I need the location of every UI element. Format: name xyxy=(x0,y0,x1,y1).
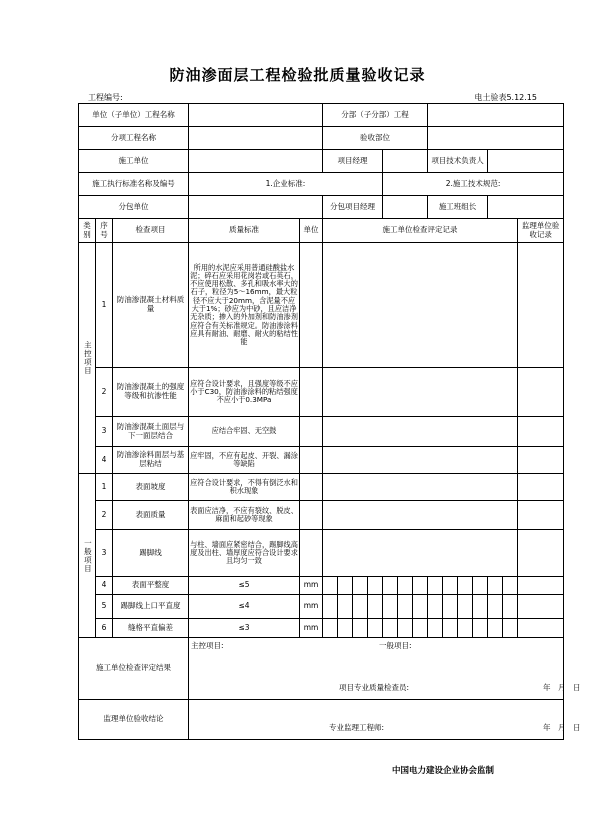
main-item-name: 防油渗混凝土材料质量 xyxy=(113,243,189,368)
unit-project-value[interactable] xyxy=(189,104,323,127)
inspection-date: 年 月 日 xyxy=(543,683,581,692)
measure-cell[interactable] xyxy=(488,577,503,595)
supervision-date: 年 月 日 xyxy=(543,723,581,732)
measure-cell[interactable] xyxy=(413,595,428,619)
general-item-no: 1 xyxy=(96,474,113,501)
measure-cell[interactable] xyxy=(503,619,518,638)
main-item-standard: 应牢固，不应有起皮、开裂、漏涂等缺陷 xyxy=(189,447,300,474)
form-code: 电土验表5.12.15 xyxy=(474,93,537,102)
measure-cell[interactable] xyxy=(338,619,353,638)
measure-cell[interactable] xyxy=(353,577,368,595)
tech-lead-value[interactable] xyxy=(488,150,564,173)
measure-cell[interactable] xyxy=(473,577,488,595)
general-item-unit: mm xyxy=(300,595,323,619)
measure-cell[interactable] xyxy=(488,619,503,638)
measure-cell[interactable] xyxy=(353,595,368,619)
subdivision-project-label: 分项工程名称 xyxy=(79,127,189,150)
general-item-row xyxy=(79,595,564,619)
construction-result-row xyxy=(79,638,564,700)
general-item-row xyxy=(79,501,564,530)
main-item-unit xyxy=(300,368,323,417)
construction-result-field[interactable] xyxy=(189,638,581,700)
general-item-no: 6 xyxy=(96,619,113,638)
general-item-row xyxy=(79,577,564,595)
measure-cell[interactable] xyxy=(323,619,338,638)
main-item-no: 2 xyxy=(96,368,113,417)
sub-manager-label: 分包项目经理 xyxy=(323,196,383,219)
main-item-name: 防油渗混凝土面层与下一面层结合 xyxy=(113,417,189,447)
general-item-row xyxy=(79,619,564,638)
general-item-unit xyxy=(300,530,323,577)
supervisor-conclusion-row xyxy=(79,700,564,740)
category-header: 类别 xyxy=(79,219,96,243)
measure-cell[interactable] xyxy=(353,619,368,638)
measure-cell[interactable] xyxy=(338,595,353,619)
main-control-label: 主控项目 xyxy=(79,243,96,474)
measure-cell[interactable] xyxy=(428,595,443,619)
measure-cell[interactable] xyxy=(443,577,458,595)
project-manager-value[interactable] xyxy=(383,150,428,173)
measure-cell[interactable] xyxy=(428,619,443,638)
general-item-unit xyxy=(300,501,323,530)
tech-spec[interactable]: 2.施工技术规范: xyxy=(383,173,564,196)
main-item-row xyxy=(79,447,564,474)
supervisor-header: 监理单位验收记录 xyxy=(518,219,564,243)
measure-cell[interactable] xyxy=(488,595,503,619)
general-item-unit xyxy=(300,474,323,501)
measure-cell[interactable] xyxy=(323,595,338,619)
main-item-row xyxy=(79,417,564,447)
main-item-supervisor[interactable] xyxy=(518,368,564,417)
main-item-unit xyxy=(300,417,323,447)
measure-cell[interactable] xyxy=(428,577,443,595)
measure-cell[interactable] xyxy=(398,595,413,619)
general-item-record[interactable] xyxy=(323,501,518,530)
measure-cell[interactable] xyxy=(473,619,488,638)
general-item-name: 踢脚线上口平直度 xyxy=(113,595,189,619)
general-item-standard: 表面应洁净，不应有裂纹、脱皮、麻面和起砂等现象 xyxy=(189,501,300,530)
main-item-name: 防油渗涂料面层与基层粘结 xyxy=(113,447,189,474)
unit-header: 单位 xyxy=(300,219,323,243)
general-item-name: 踢脚线 xyxy=(113,530,189,577)
acceptance-form-table xyxy=(78,103,581,740)
header-row-5 xyxy=(79,196,564,219)
subdivision-project-value[interactable] xyxy=(189,127,323,150)
column-header-row xyxy=(79,219,564,243)
subcontractor-label: 分包单位 xyxy=(79,196,189,219)
construction-unit-label: 施工单位 xyxy=(79,150,189,173)
measure-cell[interactable] xyxy=(413,619,428,638)
construction-result-label: 施工单位检查评定结果 xyxy=(79,638,189,700)
general-item-no: 5 xyxy=(96,595,113,619)
main-item-standard: 所用的水泥应采用普通硅酸盐水泥；碎石应采用花岗岩或石英石，不应使用松散、多孔和吸水率大的石子，粒径为5～16mm，最大粒径不应大于20mm，含泥量不应大于1%；砂应为中砂，且应洁净无杂质；掺入的外加剂和防油渗剂应符合有关标准规定。防油渗涂料应具有耐油、耐磨、耐火的粘结性能 xyxy=(189,243,300,368)
header-row-4 xyxy=(79,173,564,196)
main-item-row xyxy=(79,368,564,417)
team-leader-label: 施工班组长 xyxy=(428,196,488,219)
general-item-record[interactable] xyxy=(323,474,518,501)
header-row-1 xyxy=(79,104,564,127)
measure-cell[interactable] xyxy=(383,595,398,619)
project-number-label: 工程编号: xyxy=(88,93,123,102)
document-title: 防油渗面层工程检验批质量验收记录 xyxy=(169,66,426,84)
main-item-supervisor[interactable] xyxy=(518,447,564,474)
quality-inspector-signature: 项目专业质量检查员: xyxy=(339,683,410,692)
measure-cell[interactable] xyxy=(398,577,413,595)
division-project-value[interactable] xyxy=(428,104,564,127)
measure-cell[interactable] xyxy=(503,595,518,619)
general-item-no: 2 xyxy=(96,501,113,530)
measure-cell[interactable] xyxy=(383,619,398,638)
main-item-unit xyxy=(300,447,323,474)
general-item-name: 缝格平直偏差 xyxy=(113,619,189,638)
enterprise-standard[interactable]: 1.企业标准: xyxy=(189,173,383,196)
supervising-engineer-signature: 专业监理工程师: xyxy=(329,723,385,732)
team-leader-value[interactable] xyxy=(488,196,564,219)
measure-cell[interactable] xyxy=(443,619,458,638)
division-project-label: 分部（子分部）工程 xyxy=(323,104,428,127)
main-item-name: 防油渗混凝土的强度等级和抗渗性能 xyxy=(113,368,189,417)
general-item-no: 4 xyxy=(96,577,113,595)
measure-cell[interactable] xyxy=(413,577,428,595)
seq-header: 序号 xyxy=(96,219,113,243)
supervisor-conclusion-label: 监理单位验收结论 xyxy=(79,700,189,740)
record-header: 施工单位检查评定记录 xyxy=(323,219,518,243)
measure-cell[interactable] xyxy=(368,595,383,619)
measure-cell[interactable] xyxy=(473,595,488,619)
acceptance-part-value[interactable] xyxy=(428,127,564,150)
main-items-result: 主控项目: xyxy=(191,641,224,650)
subcontractor-value[interactable] xyxy=(189,196,323,219)
general-item-standard: 应符合设计要求，不得有倒泛水和积水现象 xyxy=(189,474,300,501)
project-manager-label: 项目经理 xyxy=(323,150,383,173)
general-item-unit: mm xyxy=(300,619,323,638)
main-item-row xyxy=(79,243,564,368)
main-item-record[interactable] xyxy=(323,417,518,447)
measure-cell[interactable] xyxy=(458,619,473,638)
main-item-standard: 应结合牢固、无空鼓 xyxy=(189,417,300,447)
measure-cell[interactable] xyxy=(323,577,338,595)
exec-standard-label: 施工执行标准名称及编号 xyxy=(79,173,189,196)
general-item-standard: ≤4 xyxy=(189,595,300,619)
general-item-supervisor[interactable] xyxy=(518,619,564,638)
measure-cell[interactable] xyxy=(443,595,458,619)
sub-manager-value[interactable] xyxy=(383,196,428,219)
general-item-supervisor[interactable] xyxy=(518,530,564,577)
general-item-record[interactable] xyxy=(323,530,518,577)
standard-header: 质量标准 xyxy=(189,219,300,243)
tech-lead-label: 项目技术负责人 xyxy=(428,150,488,173)
construction-unit-value[interactable] xyxy=(189,150,323,173)
general-item-name: 表面质量 xyxy=(113,501,189,530)
measure-cell[interactable] xyxy=(503,577,518,595)
main-item-no: 1 xyxy=(96,243,113,368)
item-header: 检查项目 xyxy=(113,219,189,243)
acceptance-part-label: 验收部位 xyxy=(323,127,428,150)
general-item-standard: ≤3 xyxy=(189,619,300,638)
general-items-label: 一般项目 xyxy=(79,474,96,638)
general-item-unit: mm xyxy=(300,577,323,595)
measure-cell[interactable] xyxy=(458,577,473,595)
general-items-result: 一般项目: xyxy=(379,641,412,650)
issuer-footer: 中国电力建设企业协会监制 xyxy=(392,766,495,776)
main-item-record[interactable] xyxy=(323,243,518,368)
main-item-record[interactable] xyxy=(323,368,518,417)
general-item-name: 表面坡度 xyxy=(113,474,189,501)
measure-cell[interactable] xyxy=(368,619,383,638)
general-item-standard: ≤5 xyxy=(189,577,300,595)
general-item-supervisor[interactable] xyxy=(518,501,564,530)
general-item-no: 3 xyxy=(96,530,113,577)
header-row-2 xyxy=(79,127,564,150)
unit-project-label: 单位（子单位）工程名称 xyxy=(79,104,189,127)
general-item-standard: 与柱、墙面应紧密结合，踢脚线高度及出柱、墙厚度应符合设计要求且均匀一致 xyxy=(189,530,300,577)
main-item-standard: 应符合设计要求，且强度等级不应小于C30，防油渗涂料的粘结强度不应小于0.3MPa xyxy=(189,368,300,417)
main-item-unit xyxy=(300,243,323,368)
header-row-3 xyxy=(79,150,564,173)
general-item-row xyxy=(79,530,564,577)
measure-cell[interactable] xyxy=(383,577,398,595)
measure-cell[interactable] xyxy=(458,595,473,619)
main-item-supervisor[interactable] xyxy=(518,417,564,447)
main-item-no: 3 xyxy=(96,417,113,447)
main-item-no: 4 xyxy=(96,447,113,474)
main-item-record[interactable] xyxy=(323,447,518,474)
measure-cell[interactable] xyxy=(338,577,353,595)
general-item-supervisor[interactable] xyxy=(518,595,564,619)
main-item-supervisor[interactable] xyxy=(518,243,564,368)
general-item-supervisor[interactable] xyxy=(518,474,564,501)
measure-cell[interactable] xyxy=(368,577,383,595)
general-item-name: 表面平整度 xyxy=(113,577,189,595)
measure-cell[interactable] xyxy=(398,619,413,638)
general-item-supervisor[interactable] xyxy=(518,577,564,595)
general-item-row xyxy=(79,474,564,501)
supervisor-conclusion-field[interactable] xyxy=(189,700,581,740)
